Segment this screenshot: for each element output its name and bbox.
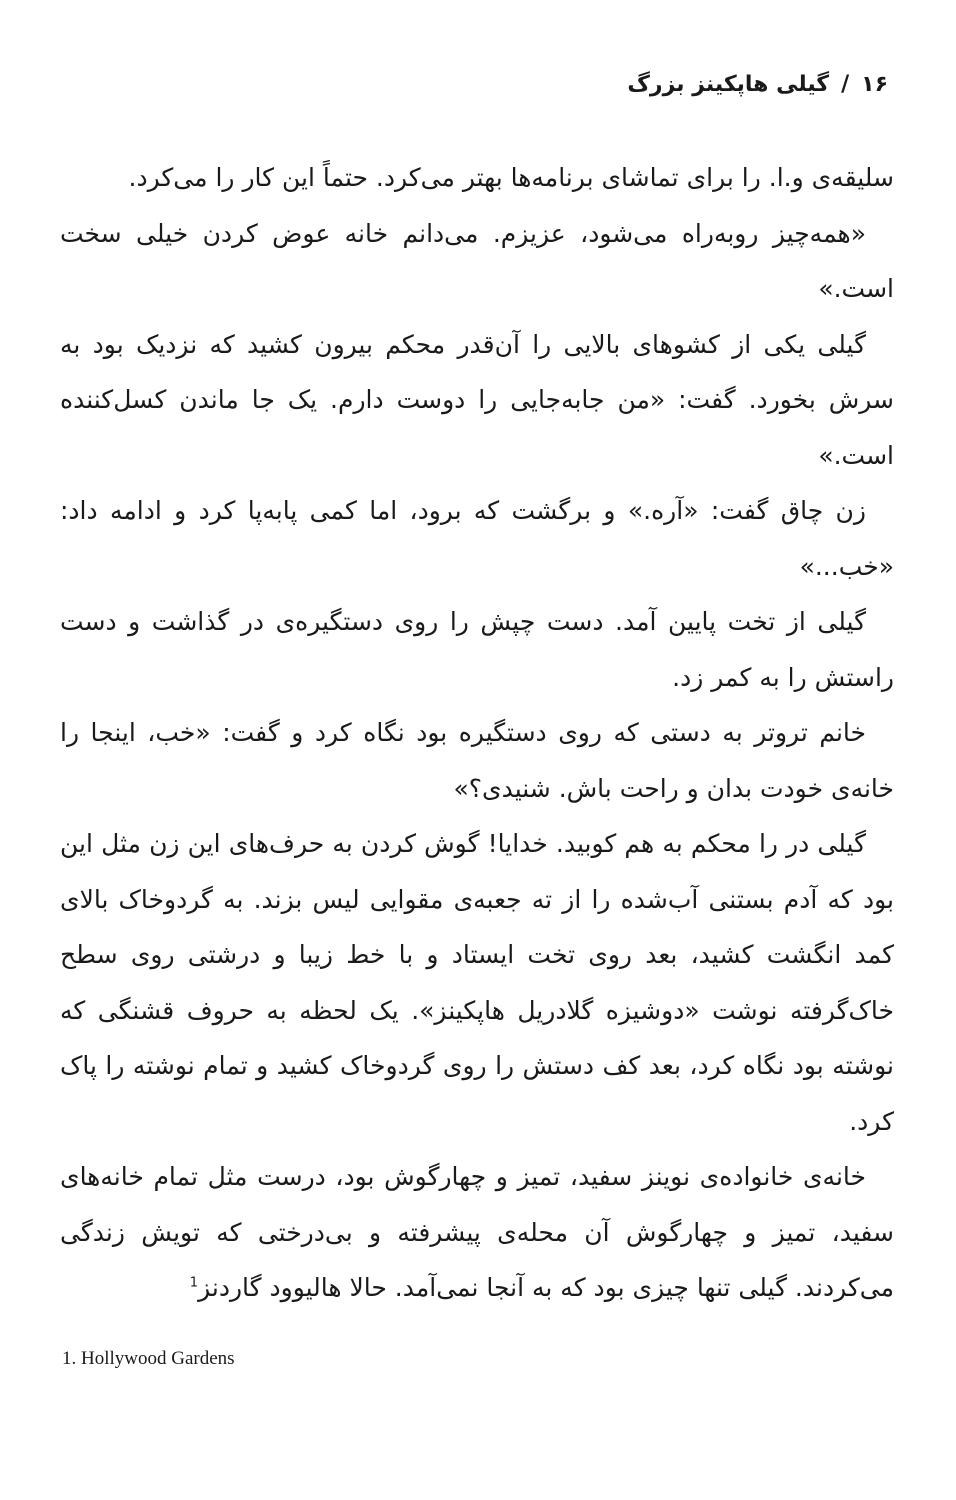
paragraph: «همه‌چیز روبه‌راه می‌شود، عزیزم. می‌دانم خانه عوض کردن خیلی سخت است.»	[60, 218, 894, 303]
running-header	[627, 72, 888, 97]
paragraph: گیلی یکی از کشوهای بالایی را آن‌قدر محکم بیرون کشید که نزدیک بود به سرش بخورد. گفت: «من جابه‌جایی را دوست دارم. یک جا ماندن کسل‌کننده است.»	[60, 329, 894, 470]
paragraph-text: خانه‌ی خانواده‌ی نوینز سفید، تمیز و چهارگوش بود، درست مثل تمام خانه‌های سفید، تمیز و چهارگوش آن محله‌ی پیشرفته و بی‌درختی که تویش زندگی می‌کردند. گیلی تنها چیزی بود که به آنجا نمی‌آمد. حالا هالیوود گاردنز	[60, 1162, 894, 1302]
paragraph: زن چاق گفت: «آره.» و برگشت که برود، اما کمی پابه‌پا کرد و ادامه داد: «خب...»	[60, 496, 894, 581]
paragraph: گیلی از تخت پایین آمد. دست چپش را روی دستگیره‌ی در گذاشت و دست راستش را به کمر زد.	[60, 607, 894, 692]
paragraph: گیلی در را محکم به هم کوبید. خدایا! گوش کردن به حرف‌های این زن مثل این بود که آدم بستنی آب‌شده را از ته جعبه‌ی مقوایی لیس بزند. به گردوخاک بالای کمد انگشت کشید، بعد روی تخت ایستاد و با خط زیبا و درشتی روی سطح خاک‌گرفته نوشت «دوشیزه گلادریل هاپکینز». یک لحظه به حروف قشنگی که نوشته بود نگاه کرد، بعد کف دستش را روی گردوخاک کشید و تمام نوشته را پاک کرد.	[60, 829, 894, 1136]
header-separator: /	[841, 72, 850, 97]
paragraph: خانم تروتر به دستی که روی دستگیره بود نگاه کرد و گفت: «خب، اینجا را خانه‌ی خودت بدان و راحت باش. شنیدی؟»	[60, 718, 894, 803]
paragraph: سلیقه‌ی و.ا. را برای تماشای برنامه‌ها بهتر می‌کرد. حتماً این کار را می‌کرد.	[128, 163, 894, 192]
footnote-marker: 1	[189, 1275, 199, 1291]
book-title: گیلی هاپکینز بزرگ	[627, 72, 830, 97]
paragraph-with-footnote	[60, 1149, 894, 1316]
body-text	[60, 150, 894, 1316]
page-number: ۱۶	[861, 72, 888, 97]
footnote: 1. Hollywood Gardens	[62, 1348, 235, 1369]
